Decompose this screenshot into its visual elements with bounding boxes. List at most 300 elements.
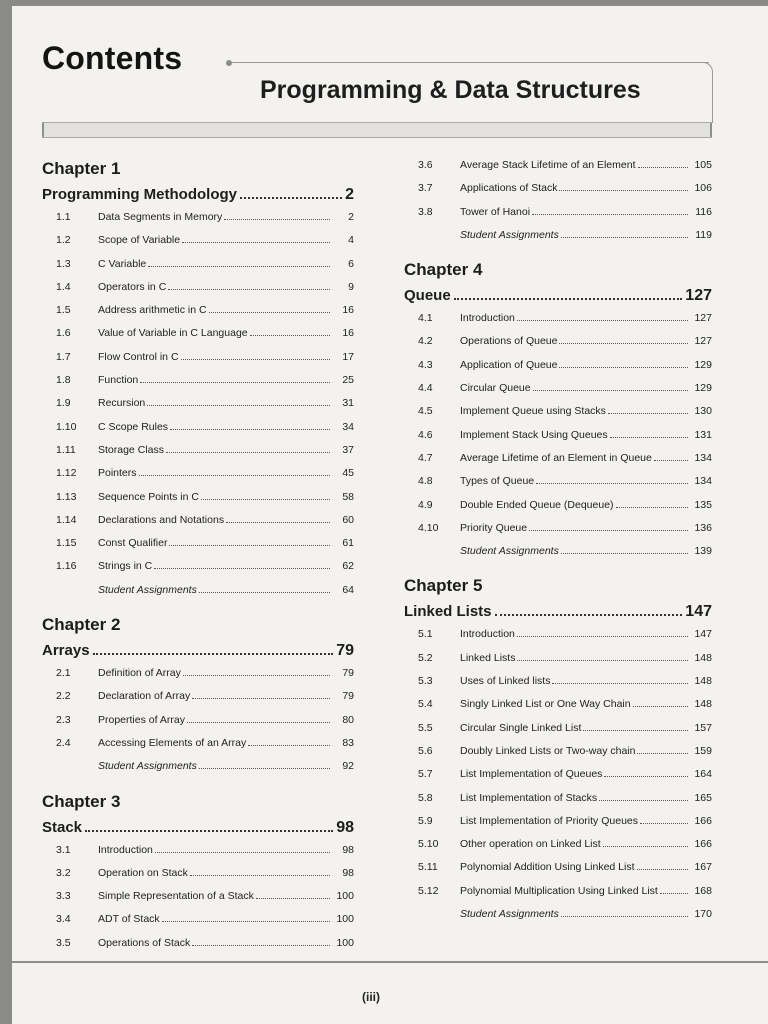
section-title: Flow Control in C	[98, 350, 179, 363]
toc-section-row	[42, 555, 354, 578]
toc-section-row	[42, 322, 354, 345]
section-title: Types of Queue	[460, 475, 535, 488]
section-number: 3.6	[418, 159, 433, 171]
section-number: 4.3	[418, 358, 433, 371]
dot-leader	[190, 875, 330, 876]
section-title: Student Assignments	[98, 583, 197, 596]
section-number: 1.15	[56, 537, 77, 550]
dot-leader	[633, 706, 688, 707]
section-page: 129	[694, 358, 712, 371]
section-number: 1.11	[56, 443, 76, 456]
header-band	[42, 122, 712, 138]
section-number: 2.3	[56, 713, 71, 726]
dot-leader	[85, 830, 333, 832]
section-number: 5.6	[418, 744, 433, 757]
toc-section-row	[404, 154, 712, 177]
dot-leader	[517, 320, 688, 321]
section-title: Operations of Stack	[98, 936, 191, 949]
section-page: 64	[342, 583, 354, 596]
dot-leader	[139, 475, 330, 476]
section-page: 165	[694, 791, 712, 804]
dot-leader	[637, 753, 688, 754]
toc-section-row	[404, 330, 712, 353]
dot-leader	[192, 945, 330, 946]
dot-leader	[559, 367, 688, 368]
toc-section-row	[42, 276, 354, 299]
section-page: 116	[695, 205, 712, 218]
footer-rule	[12, 961, 768, 963]
section-number: 1.16	[56, 560, 77, 573]
toc-section-row	[404, 377, 712, 400]
dot-leader	[604, 776, 688, 777]
toc-section-row	[404, 201, 712, 224]
dot-leader	[93, 653, 334, 655]
toc-section-row	[404, 447, 712, 470]
dot-leader	[154, 568, 330, 569]
section-number: 3.8	[418, 205, 433, 218]
dot-leader	[561, 553, 688, 554]
dot-leader	[183, 675, 330, 676]
section-number: 4.2	[418, 335, 433, 348]
chapter-page: 79	[336, 642, 354, 660]
dot-leader	[454, 298, 683, 300]
toc-section-row	[404, 856, 712, 879]
section-number: 5.4	[418, 698, 433, 711]
section-page: 98	[342, 843, 354, 856]
dot-leader	[552, 683, 688, 684]
toc-section-row	[404, 623, 712, 646]
dot-leader	[170, 429, 330, 430]
toc-section-row	[42, 885, 354, 908]
toc-section-row	[404, 400, 712, 423]
toc-section-row	[42, 346, 354, 369]
section-title: Definition of Array	[98, 667, 181, 680]
section-title: List Implementation of Queues	[460, 768, 603, 781]
section-page: 148	[694, 651, 712, 664]
dot-leader	[155, 852, 330, 853]
section-number: 1.14	[56, 513, 77, 526]
section-title: Doubly Linked Lists or Two-way chain	[460, 744, 636, 757]
toc-section-row	[404, 693, 712, 716]
toc-section-row	[404, 740, 712, 763]
dot-leader	[536, 483, 688, 484]
section-number: 3.1	[56, 843, 71, 856]
dot-leader	[640, 823, 688, 824]
section-title: Declaration of Array	[98, 690, 191, 703]
section-title: Implement Queue using Stacks	[460, 405, 606, 418]
section-title: Student Assignments	[98, 760, 197, 773]
section-number: 1.10	[56, 420, 77, 433]
section-page: 139	[694, 545, 712, 558]
chapter-label: Chapter 2	[42, 615, 121, 635]
chapter-title-row	[42, 817, 354, 839]
section-title: Introduction	[98, 843, 153, 856]
dot-leader	[147, 405, 330, 406]
section-number: 1.2	[56, 234, 71, 247]
section-number: 1.3	[56, 257, 71, 270]
section-number: 1.8	[56, 374, 71, 387]
section-title: Strings in C	[98, 560, 153, 573]
section-number: 4.8	[418, 475, 433, 488]
section-page: 16	[342, 327, 354, 340]
section-title: Value of Variable in C Language	[98, 327, 248, 340]
section-title: List Implementation of Stacks	[460, 791, 598, 804]
section-title: List Implementation of Priority Queues	[460, 814, 638, 827]
section-number: 3.5	[56, 936, 71, 949]
dot-leader	[660, 893, 688, 894]
toc-section-row	[42, 369, 354, 392]
section-number: 4.5	[418, 405, 433, 418]
page-title: Contents	[42, 40, 183, 76]
section-number: 4.10	[418, 521, 439, 534]
section-title: Student Assignments	[460, 908, 559, 921]
toc-section-row	[42, 392, 354, 415]
dot-leader	[199, 768, 330, 769]
section-page: 147	[694, 628, 712, 641]
section-number: 4.9	[418, 498, 433, 511]
section-title: Simple Representation of a Stack	[98, 890, 254, 903]
toc-chapter	[404, 255, 712, 563]
section-number: 5.1	[418, 628, 433, 641]
section-page: 131	[694, 428, 712, 441]
section-page: 79	[342, 690, 354, 703]
dot-leader	[532, 214, 688, 215]
chapter-title-row	[404, 601, 712, 623]
toc-section-row	[404, 787, 712, 810]
chapter-page: 147	[685, 603, 712, 621]
section-page: 34	[342, 420, 354, 433]
section-number: 1.9	[56, 397, 71, 410]
toc-section-row	[42, 709, 354, 732]
section-page: 61	[342, 537, 354, 550]
section-title: ADT of Stack	[98, 913, 160, 926]
dot-leader	[561, 916, 688, 917]
toc-chapter	[404, 571, 712, 926]
toc-section-row	[404, 177, 712, 200]
chapter-label: Chapter 4	[404, 260, 483, 280]
page-number: (iii)	[362, 990, 380, 1004]
toc-section-row	[404, 833, 712, 856]
section-title: Operators in C	[98, 280, 167, 293]
toc-section-row	[42, 299, 354, 322]
toc-section-row	[404, 763, 712, 786]
section-page: 25	[342, 374, 354, 387]
chapter-title-row	[42, 184, 354, 206]
section-title: Properties of Array	[98, 713, 185, 726]
toc-section-row	[42, 229, 354, 252]
section-title: Applications of Stack	[460, 182, 558, 195]
toc-chapter	[404, 154, 712, 247]
section-title: Application of Queue	[460, 358, 558, 371]
dot-leader	[256, 898, 330, 899]
toc-section-row	[42, 732, 354, 755]
section-number: 3.7	[418, 182, 433, 195]
section-title: Student Assignments	[460, 545, 559, 558]
dot-leader	[517, 660, 688, 661]
section-number: 4.1	[418, 312, 433, 325]
section-page: 119	[695, 228, 712, 241]
dot-leader	[603, 846, 688, 847]
contents-page	[12, 6, 768, 1024]
section-number: 3.2	[56, 866, 71, 879]
section-page: 135	[694, 498, 712, 511]
section-title: Operation on Stack	[98, 866, 188, 879]
book-subtitle: Programming & Data Structures	[260, 76, 641, 104]
section-page: 166	[694, 838, 712, 851]
chapter-title: Stack	[42, 818, 83, 836]
section-title: Recursion	[98, 397, 146, 410]
section-title: Tower of Hanoi	[460, 205, 531, 218]
section-page: 2	[348, 211, 354, 223]
section-number: 5.5	[418, 721, 433, 734]
section-number: 2.4	[56, 736, 71, 749]
toc-section-row	[42, 662, 354, 685]
section-title: Implement Stack Using Queues	[460, 428, 608, 441]
toc-section-row	[404, 670, 712, 693]
dot-leader	[529, 530, 688, 531]
section-page: 127	[694, 335, 712, 348]
dot-leader	[192, 698, 330, 699]
section-page: 80	[342, 713, 354, 726]
section-page: 100	[336, 890, 354, 903]
section-title: Priority Queue	[460, 521, 528, 534]
toc-section-row	[404, 717, 712, 740]
dot-leader	[608, 413, 688, 414]
dot-leader	[495, 614, 683, 616]
section-page: 164	[694, 768, 712, 781]
section-number: 5.9	[418, 814, 433, 827]
section-page: 4	[348, 234, 354, 247]
dot-leader	[654, 460, 688, 461]
section-number: 1.6	[56, 327, 71, 340]
section-number: 3.4	[56, 913, 71, 926]
toc-section-row	[404, 880, 712, 903]
dot-leader	[559, 190, 688, 191]
section-page: 106	[694, 182, 712, 195]
toc-chapter	[42, 787, 354, 955]
section-title: Polynomial Addition Using Linked List	[460, 861, 635, 874]
title-dot	[226, 60, 232, 66]
dot-leader	[517, 636, 688, 637]
chapter-title-row	[404, 285, 712, 307]
dot-leader	[226, 522, 330, 523]
toc-section-row	[404, 494, 712, 517]
section-page: 31	[342, 397, 354, 410]
dot-leader	[187, 722, 330, 723]
section-number: 5.12	[418, 884, 439, 897]
section-title: Pointers	[98, 467, 137, 480]
section-title: Double Ended Queue (Dequeue)	[460, 498, 614, 511]
section-number: 1.1	[56, 211, 71, 223]
section-number: 5.11	[418, 861, 438, 874]
chapter-title: Queue	[404, 287, 451, 305]
section-number: 3.3	[56, 890, 71, 903]
section-page: 98	[342, 866, 354, 879]
toc-section-row	[42, 509, 354, 532]
header-rule	[232, 62, 709, 63]
toc-section-row	[42, 685, 354, 708]
dot-leader	[201, 499, 330, 500]
toc-section-row	[42, 439, 354, 462]
chapter-page: 98	[336, 818, 354, 836]
section-page: 100	[336, 936, 354, 949]
chapter-label: Chapter 3	[42, 791, 121, 811]
student-assignments-row	[404, 903, 712, 926]
chapter-title-row	[42, 640, 354, 662]
section-number: 1.5	[56, 304, 71, 317]
toc-section-row	[404, 470, 712, 493]
section-page: 167	[694, 861, 712, 874]
section-title: Average Lifetime of an Element in Queue	[460, 451, 652, 464]
section-title: Polynomial Multiplication Using Linked List	[460, 884, 658, 897]
toc-section-row	[404, 354, 712, 377]
section-title: Function	[98, 374, 139, 387]
section-title: Circular Single Linked List	[460, 721, 582, 734]
section-page: 6	[348, 257, 354, 270]
section-page: 168	[694, 884, 712, 897]
section-title: C Variable	[98, 257, 147, 270]
toc-section-row	[42, 532, 354, 555]
section-number: 4.4	[418, 382, 433, 395]
section-number: 1.7	[56, 350, 71, 363]
chapter-label: Chapter 5	[404, 576, 483, 596]
section-title: Other operation on Linked List	[460, 838, 601, 851]
section-number: 5.3	[418, 675, 433, 688]
section-page: 129	[694, 382, 712, 395]
section-page: 100	[336, 913, 354, 926]
section-title: C Scope Rules	[98, 420, 169, 433]
toc-section-row	[404, 307, 712, 330]
section-page: 166	[694, 814, 712, 827]
section-number: 5.8	[418, 791, 433, 804]
section-page: 79	[342, 667, 354, 680]
toc-chapter	[42, 154, 354, 602]
toc-section-row	[404, 810, 712, 833]
section-title: Data Segments in Memory	[98, 211, 223, 223]
section-number: 5.2	[418, 651, 433, 664]
chapter-page: 127	[685, 287, 712, 305]
chapter-title: Linked Lists	[404, 603, 492, 621]
section-page: 37	[342, 443, 354, 456]
header-rule-corner	[702, 62, 713, 123]
section-number: 2.2	[56, 690, 71, 703]
dot-leader	[638, 167, 689, 168]
dot-leader	[182, 242, 330, 243]
toc-column-left	[42, 154, 354, 955]
section-page: 134	[694, 475, 712, 488]
section-title: Scope of Variable	[98, 234, 181, 247]
section-title: Singly Linked List or One Way Chain	[460, 698, 631, 711]
section-page: 16	[342, 304, 354, 317]
chapter-title: Arrays	[42, 642, 90, 660]
toc-section-row	[404, 424, 712, 447]
section-page: 92	[342, 760, 354, 773]
section-title: Declarations and Notations	[98, 513, 225, 526]
section-page: 130	[694, 405, 712, 418]
dot-leader	[148, 266, 330, 267]
section-page: 159	[694, 744, 712, 757]
dot-leader	[169, 545, 330, 546]
section-page: 17	[342, 350, 354, 363]
dot-leader	[561, 237, 688, 238]
toc-section-row	[42, 416, 354, 439]
section-page: 148	[694, 675, 712, 688]
dot-leader	[140, 382, 330, 383]
dot-leader	[616, 507, 688, 508]
section-title: Average Stack Lifetime of an Element	[460, 159, 636, 171]
section-title: Sequence Points in C	[98, 490, 199, 503]
dot-leader	[559, 343, 688, 344]
section-title: Operations of Queue	[460, 335, 558, 348]
section-page: 9	[348, 280, 354, 293]
dot-leader	[209, 312, 330, 313]
chapter-page: 2	[345, 186, 354, 203]
section-title: Circular Queue	[460, 382, 531, 395]
section-number: 1.4	[56, 280, 71, 293]
section-number: 2.1	[56, 667, 71, 680]
section-number: 4.6	[418, 428, 433, 441]
section-title: Const Qualifier	[98, 537, 168, 550]
toc-section-row	[42, 908, 354, 931]
section-title: Linked Lists	[460, 651, 516, 664]
chapter-title: Programming Methodology	[42, 186, 237, 203]
toc-section-row	[404, 517, 712, 540]
dot-leader	[166, 452, 330, 453]
toc-section-row	[42, 253, 354, 276]
section-title: Address arithmetic in C	[98, 304, 207, 317]
student-assignments-row	[42, 579, 354, 602]
section-page: 170	[694, 908, 712, 921]
dot-leader	[533, 390, 688, 391]
dot-leader	[248, 745, 330, 746]
dot-leader	[599, 800, 688, 801]
dot-leader	[181, 359, 330, 360]
dot-leader	[199, 592, 330, 593]
section-page: 45	[342, 467, 354, 480]
section-number: 1.12	[56, 467, 77, 480]
section-page: 134	[694, 451, 712, 464]
section-number: 4.7	[418, 451, 433, 464]
dot-leader	[162, 921, 330, 922]
section-page: 58	[342, 490, 354, 503]
toc-section-row	[42, 462, 354, 485]
dot-leader	[168, 289, 330, 290]
toc-section-row	[42, 486, 354, 509]
section-page: 105	[694, 159, 712, 171]
student-assignments-row	[42, 755, 354, 778]
toc-section-row	[42, 862, 354, 885]
dot-leader	[250, 335, 330, 336]
section-page: 136	[694, 521, 712, 534]
section-number: 5.7	[418, 768, 433, 781]
dot-leader	[610, 437, 688, 438]
section-title: Uses of Linked lists	[460, 675, 551, 688]
section-number: 5.10	[418, 838, 439, 851]
section-title: Introduction	[460, 628, 515, 641]
toc-chapter	[42, 610, 354, 778]
student-assignments-row	[404, 224, 712, 247]
section-page: 127	[694, 312, 712, 325]
section-page: 148	[694, 698, 712, 711]
dot-leader	[583, 730, 688, 731]
toc-section-row	[42, 932, 354, 955]
section-title: Storage Class	[98, 443, 164, 456]
section-title: Accessing Elements of an Array	[98, 736, 247, 749]
dot-leader	[224, 219, 330, 220]
toc-column-right	[404, 154, 712, 926]
chapter-label: Chapter 1	[42, 159, 121, 178]
section-page: 62	[342, 560, 354, 573]
